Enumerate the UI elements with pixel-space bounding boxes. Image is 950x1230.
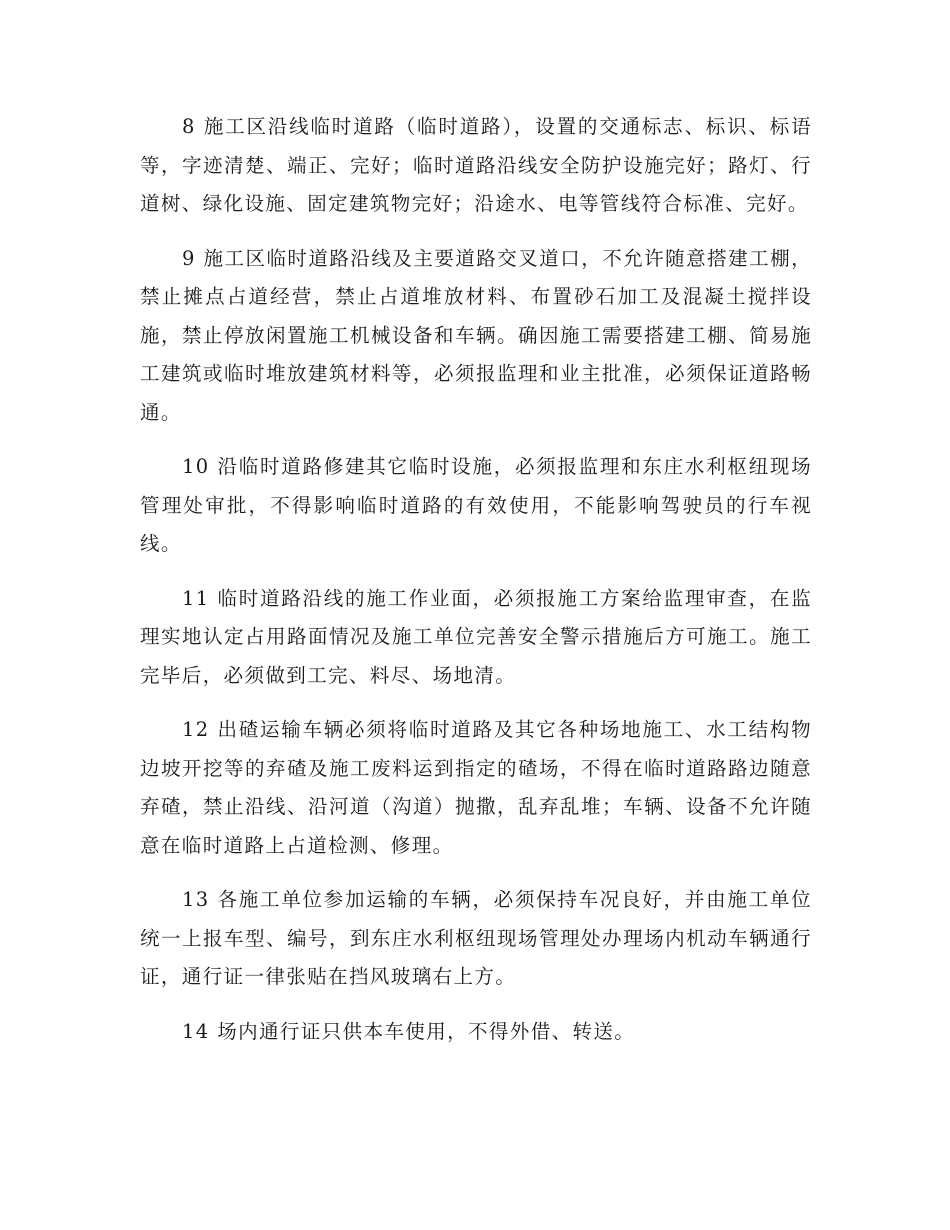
paragraph-14: 14 场内通行证只供本车使用，不得外借、转送。: [182, 1019, 636, 1043]
paragraph-10: 10 沿临时道路修建其它临时设施，必须报监理和东庄水利枢纽现场管理处审批，不得影响临时道路的有效使用，不能影响驾驶员的行车视线。: [140, 455, 812, 555]
document-body: [140, 108, 812, 1067]
paragraph-13: 13 各施工单位参加运输的车辆，必须保持车况良好，并由施工单位统一上报车型、编号，到东庄水利枢纽现场管理处办理场内机动车辆通行证，通行证一律张贴在挡风玻璃右上方。: [140, 888, 812, 988]
paragraph-12: 12 出碴运输车辆必须将临时道路及其它各种场地施工、水工结构物边坡开挖等的弃碴及施工废料运到指定的碴场，不得在临时道路路边随意弃碴，禁止沿线、沿河道（沟道）抛撒，乱弃乱堆；车辆、设备不允许随意在临时道路上占道检测、修理。: [140, 718, 812, 857]
paragraph-8: 8 施工区沿线临时道路（临时道路），设置的交通标志、标识、标语等，字迹清楚、端正、完好；临时道路沿线安全防护设施完好；路灯、行道树、绿化设施、固定建筑物完好；沿途水、电等管线符合标准、完好。: [140, 115, 812, 215]
paragraph-9: 9 施工区临时道路沿线及主要道路交叉道口，不允许随意搭建工棚，禁止摊点占道经营，禁止占道堆放材料、布置砂石加工及混凝土搅拌设施，禁止停放闲置施工机械设备和车辆。确因施工需要搭建工棚、简易施工建筑或临时堆放建筑材料等，必须报监理和业主批准，必须保证道路畅通。: [140, 246, 812, 424]
paragraph-11: 11 临时道路沿线的施工作业面，必须报施工方案给监理审查，在监理实地认定占用路面情况及施工单位完善安全警示措施后方可施工。施工完毕后，必须做到工完、料尽、场地清。: [140, 586, 812, 687]
